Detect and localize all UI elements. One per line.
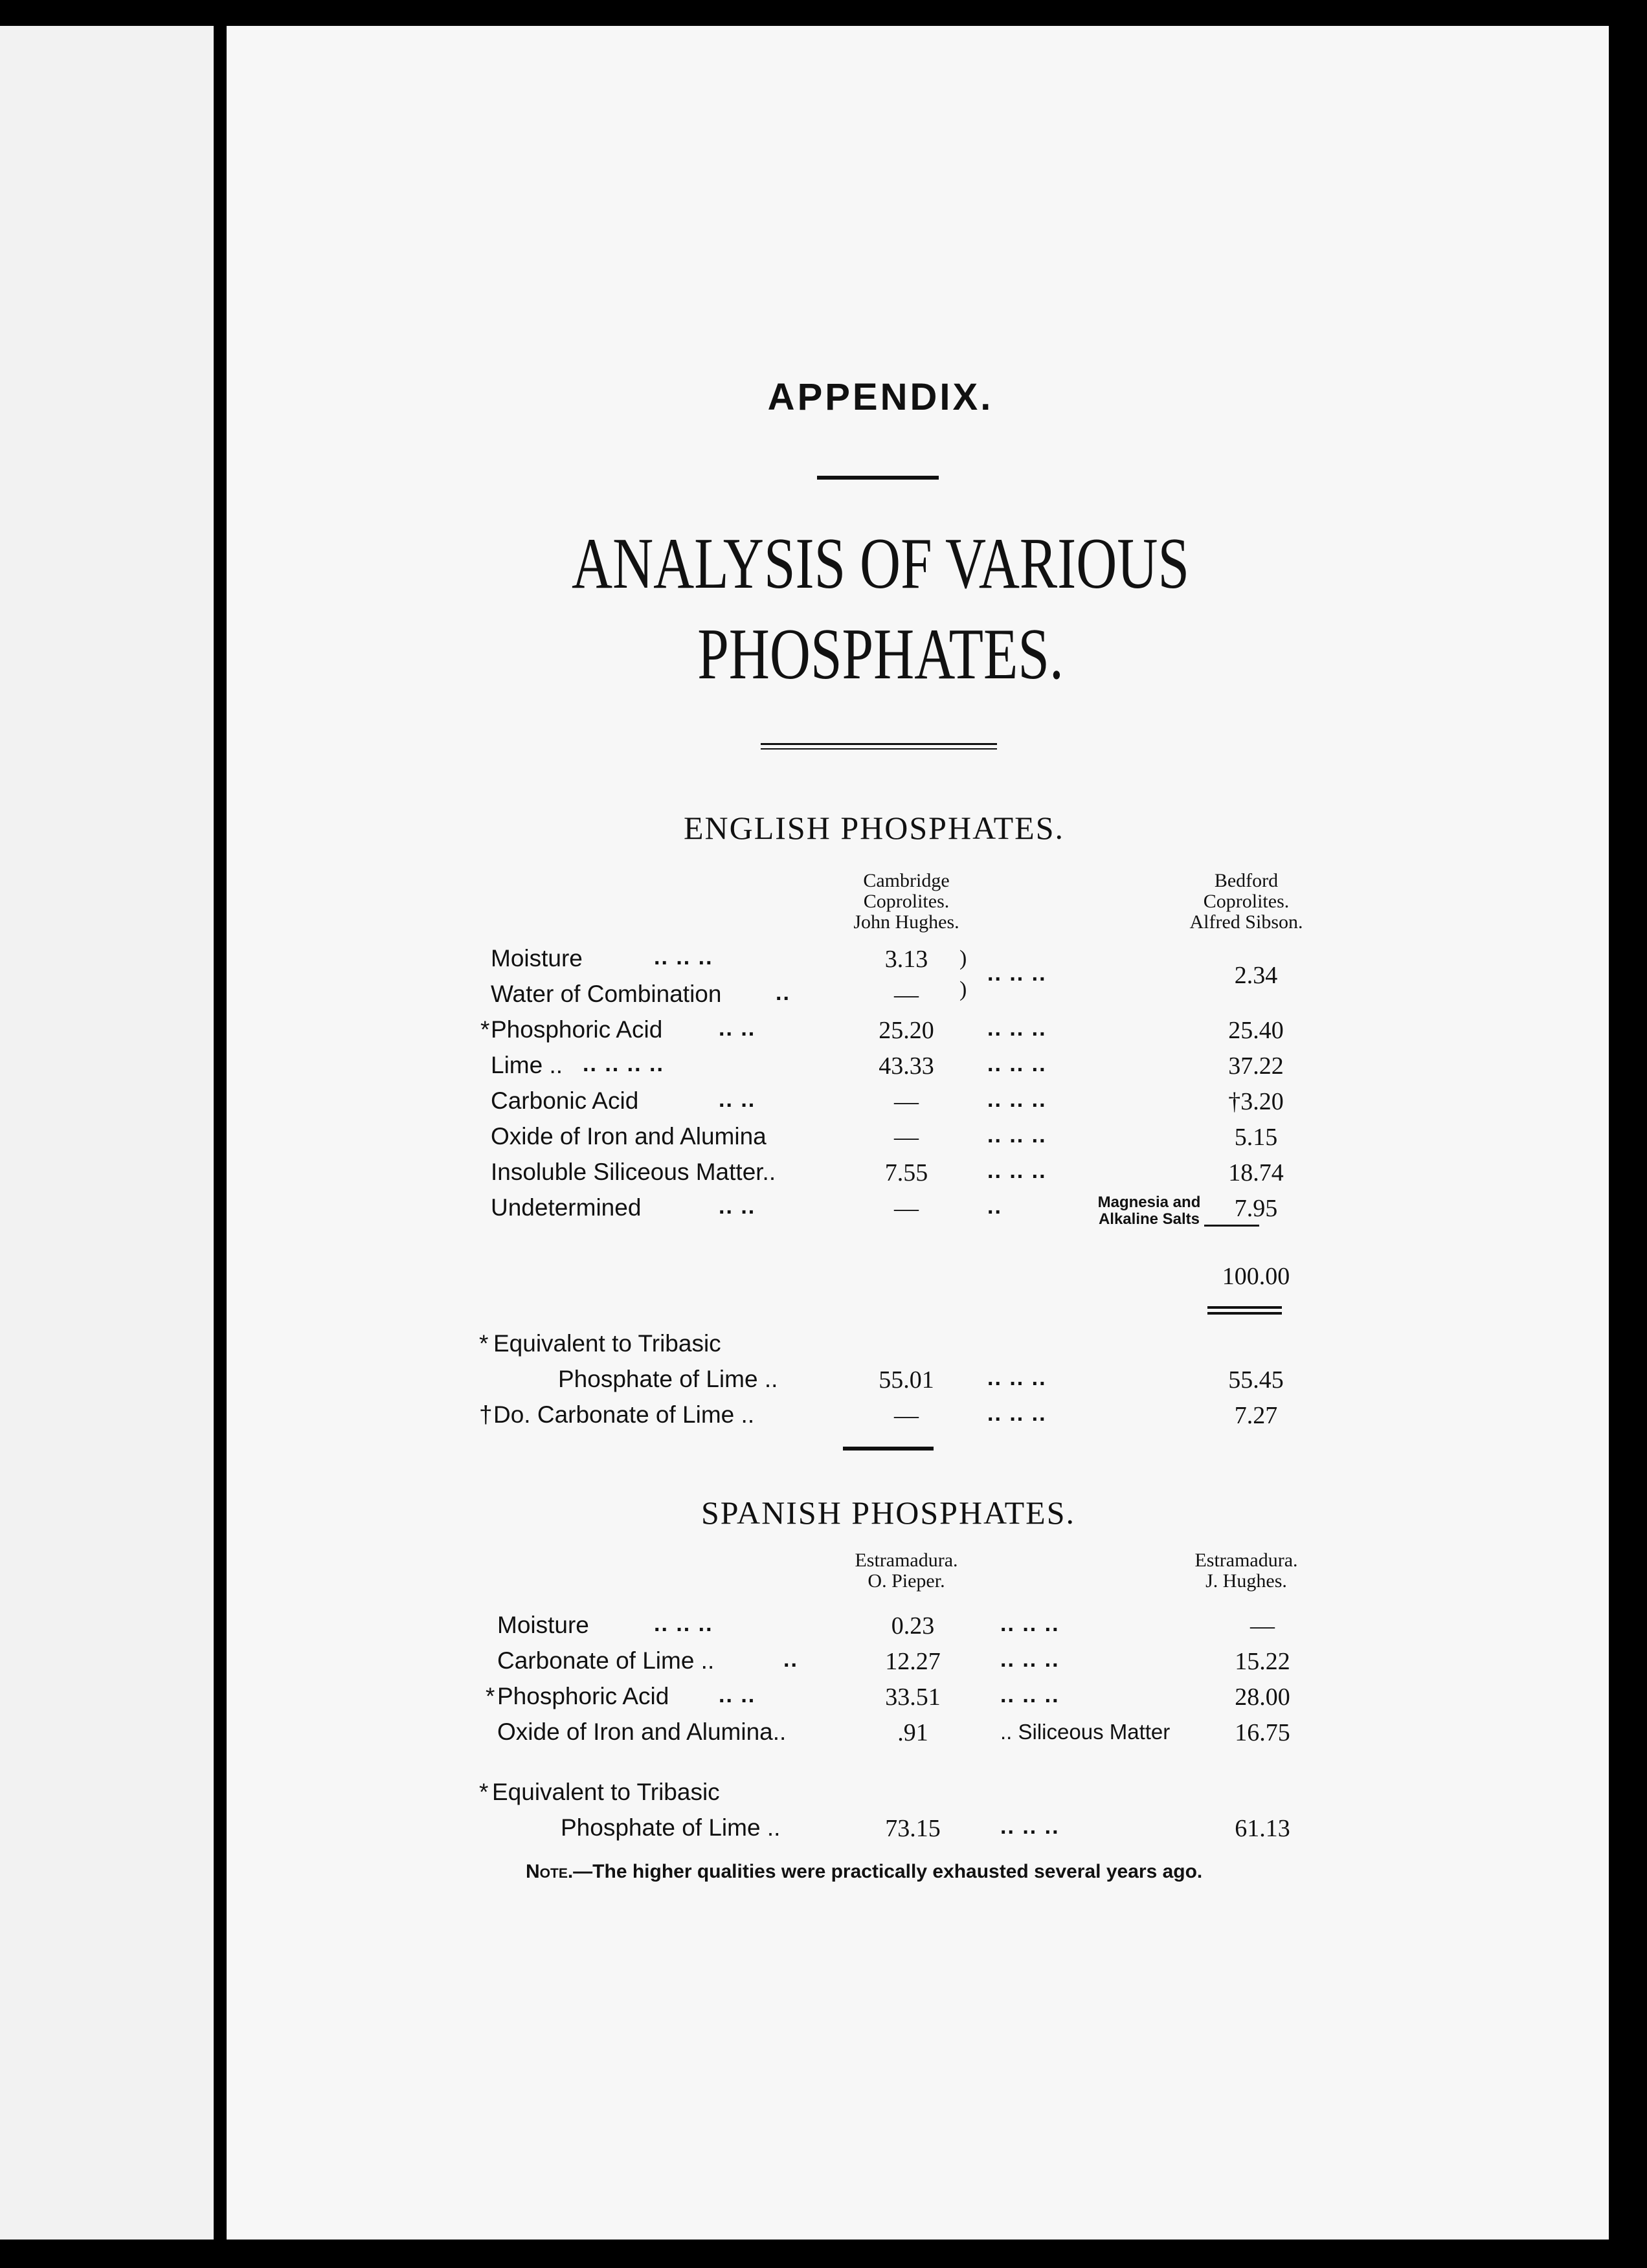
row-leader-dots: .. .. ..: [1000, 1612, 1060, 1636]
dagger-mark: †: [479, 1401, 493, 1428]
english-do-carbonate-line: Do. Carbonate of Lime ..: [493, 1401, 755, 1428]
spanish-equiv-value-2: 61.13: [1235, 1815, 1290, 1842]
english-equiv-line-1: Equivalent to Tribasic: [493, 1330, 721, 1357]
col-header-line: Coprolites.: [1203, 891, 1290, 912]
asterisk-mark: *: [480, 1016, 490, 1043]
magnesia-note: [1098, 1194, 1201, 1228]
total-double-rule-bottom: [1207, 1312, 1282, 1315]
left-facing-page: [0, 26, 214, 2240]
brace-bottom: ): [959, 977, 967, 1001]
spanish-row-value-2: —: [1250, 1612, 1275, 1640]
english-row-label: Undetermined: [491, 1194, 642, 1221]
col-header-line: Estramadura.: [1194, 1550, 1298, 1571]
row-leader-dots: .. .. ..: [987, 1159, 1047, 1183]
col-header-line: Alfred Sibson.: [1189, 911, 1303, 933]
english-equiv-line-2: Phosphate of Lime ..: [558, 1366, 778, 1392]
asterisk-mark: *: [486, 1683, 495, 1709]
spanish-row-value-1: 12.27: [885, 1648, 941, 1675]
row-leader-dots: .. .. ..: [987, 1401, 1047, 1426]
english-row-value-2: †3.20: [1228, 1088, 1284, 1115]
english-row-value-2: 7.95: [1234, 1195, 1278, 1222]
asterisk-mark: *: [479, 1779, 489, 1805]
col-header-line: Cambridge: [863, 870, 950, 891]
row-leader-dots: ..: [776, 981, 790, 1005]
title-rule-bottom: [761, 748, 997, 750]
english-row-value-1: 7.55: [884, 1159, 928, 1186]
total-rule: [1204, 1225, 1259, 1227]
spanish-col1-header: [855, 1550, 958, 1592]
spanish-row-value-1: 33.51: [885, 1684, 941, 1711]
row-leader-dots: .. .. ..: [987, 1087, 1047, 1112]
english-row-value-2: 5.15: [1234, 1124, 1278, 1151]
english-row-value-1: 25.20: [879, 1017, 934, 1044]
note-text: —The higher qualities were practically exhausted several years ago.: [573, 1861, 1203, 1882]
english-do-value-2: 7.27: [1234, 1402, 1278, 1429]
english-row-label: Moisture: [491, 945, 583, 972]
row-leader-dots: .. .. ..: [987, 1016, 1047, 1041]
row-leader-dots: .. .. ..: [1000, 1647, 1060, 1672]
spanish-row-label: Phosphoric Acid: [497, 1683, 669, 1709]
row-leader-dots: .. .. ..: [987, 1123, 1047, 1148]
brace-top: ): [959, 946, 967, 970]
english-row-value-2: 2.34: [1234, 962, 1278, 989]
title-line-1: ANALYSIS OF VARIOUS: [571, 524, 1190, 604]
col-header-line: Coprolites.: [863, 891, 950, 912]
english-col1-header: [853, 871, 959, 933]
total-double-rule-top: [1207, 1306, 1282, 1309]
row-leader-dots: .. .. ..: [1000, 1683, 1060, 1707]
spanish-equiv-line-1: Equivalent to Tribasic: [492, 1779, 720, 1805]
spanish-equiv-value-1: 73.15: [885, 1815, 941, 1842]
english-row-label: Insoluble Siliceous Matter..: [491, 1159, 776, 1185]
row-leader-dots: .. .. ..: [987, 1052, 1047, 1076]
row-leader-dots: .. .. ..: [1000, 1814, 1060, 1839]
row-leader-dots: .. ..: [719, 1194, 756, 1219]
spanish-row-value-1: 0.23: [891, 1612, 935, 1640]
spanish-col2-header: [1194, 1550, 1297, 1592]
col-header-line: J. Hughes.: [1205, 1570, 1287, 1592]
spanish-row-label: Moisture: [497, 1612, 589, 1638]
english-row-label: Oxide of Iron and Alumina: [491, 1123, 767, 1150]
col-header-line: John Hughes.: [853, 911, 959, 933]
note-lead: Note.: [526, 1861, 574, 1882]
row-leader-dots: .. .. .. ..: [583, 1052, 664, 1076]
section-divider-rule: [843, 1447, 934, 1451]
row-leader-dots: .. ..: [719, 1683, 756, 1707]
siliceous-matter-note: .. Siliceous Matter: [1000, 1720, 1171, 1744]
english-col2-header: [1190, 871, 1303, 933]
col-header-line: O. Pieper.: [868, 1570, 945, 1592]
row-leader-dots: .. ..: [719, 1016, 756, 1041]
row-leader-dots: ..: [783, 1647, 798, 1672]
english-row-label: Phosphoric Acid: [491, 1016, 663, 1043]
spanish-row-value-2: 16.75: [1235, 1719, 1290, 1746]
note-line: Alkaline Salts: [1098, 1210, 1200, 1228]
english-row-value-1: —: [894, 981, 919, 1008]
english-total: 100.00: [1222, 1263, 1290, 1290]
english-row-value-2: 18.74: [1228, 1159, 1284, 1186]
footnote: [526, 1861, 1202, 1883]
spanish-row-label: Carbonate of Lime ..: [497, 1647, 715, 1674]
english-row-value-2: 37.22: [1228, 1052, 1284, 1080]
col-header-line: Estramadura.: [855, 1550, 958, 1571]
row-leader-dots: .. .. ..: [987, 1366, 1047, 1390]
heading-rule: [817, 476, 939, 480]
appendix-page: [227, 26, 1609, 2240]
english-row-value-1: —: [894, 1088, 919, 1115]
english-row-label: Water of Combination: [491, 981, 722, 1007]
spanish-section-heading: SPANISH PHOSPHATES.: [700, 1495, 1076, 1531]
title-rule-top: [761, 743, 997, 745]
row-leader-dots: .. ..: [719, 1087, 756, 1112]
title-line-2: PHOSPHATES.: [697, 614, 1064, 695]
row-leader-dots: .. .. ..: [987, 961, 1047, 986]
english-row-value-2: 25.40: [1228, 1017, 1284, 1044]
english-row-value-1: —: [894, 1124, 919, 1151]
spanish-equiv-line-2: Phosphate of Lime ..: [561, 1814, 781, 1841]
col-header-line: Bedford: [1214, 870, 1279, 891]
row-leader-dots: .. .. ..: [654, 945, 713, 970]
english-row-value-1: —: [894, 1195, 919, 1222]
spanish-row-value-1: .91: [897, 1719, 928, 1746]
spanish-row-value-2: 15.22: [1235, 1648, 1290, 1675]
row-leader-dots: ..: [987, 1194, 1002, 1219]
english-section-heading: ENGLISH PHOSPHATES.: [683, 810, 1065, 846]
english-equiv-value-2: 55.45: [1228, 1366, 1284, 1394]
english-row-label: Carbonic Acid: [491, 1087, 639, 1114]
english-equiv-value-1: 55.01: [879, 1366, 934, 1394]
spanish-row-label: Oxide of Iron and Alumina..: [497, 1718, 787, 1745]
english-do-value-1: —: [894, 1402, 919, 1429]
spanish-row-value-2: 28.00: [1235, 1684, 1290, 1711]
english-row-value-1: 43.33: [879, 1052, 934, 1080]
english-row-label: Lime ..: [491, 1052, 563, 1078]
appendix-heading: APPENDIX.: [767, 376, 994, 418]
asterisk-mark: *: [479, 1330, 489, 1357]
note-line: Magnesia and: [1097, 1194, 1201, 1211]
row-leader-dots: .. .. ..: [654, 1612, 713, 1636]
english-row-value-1: 3.13: [884, 946, 928, 973]
